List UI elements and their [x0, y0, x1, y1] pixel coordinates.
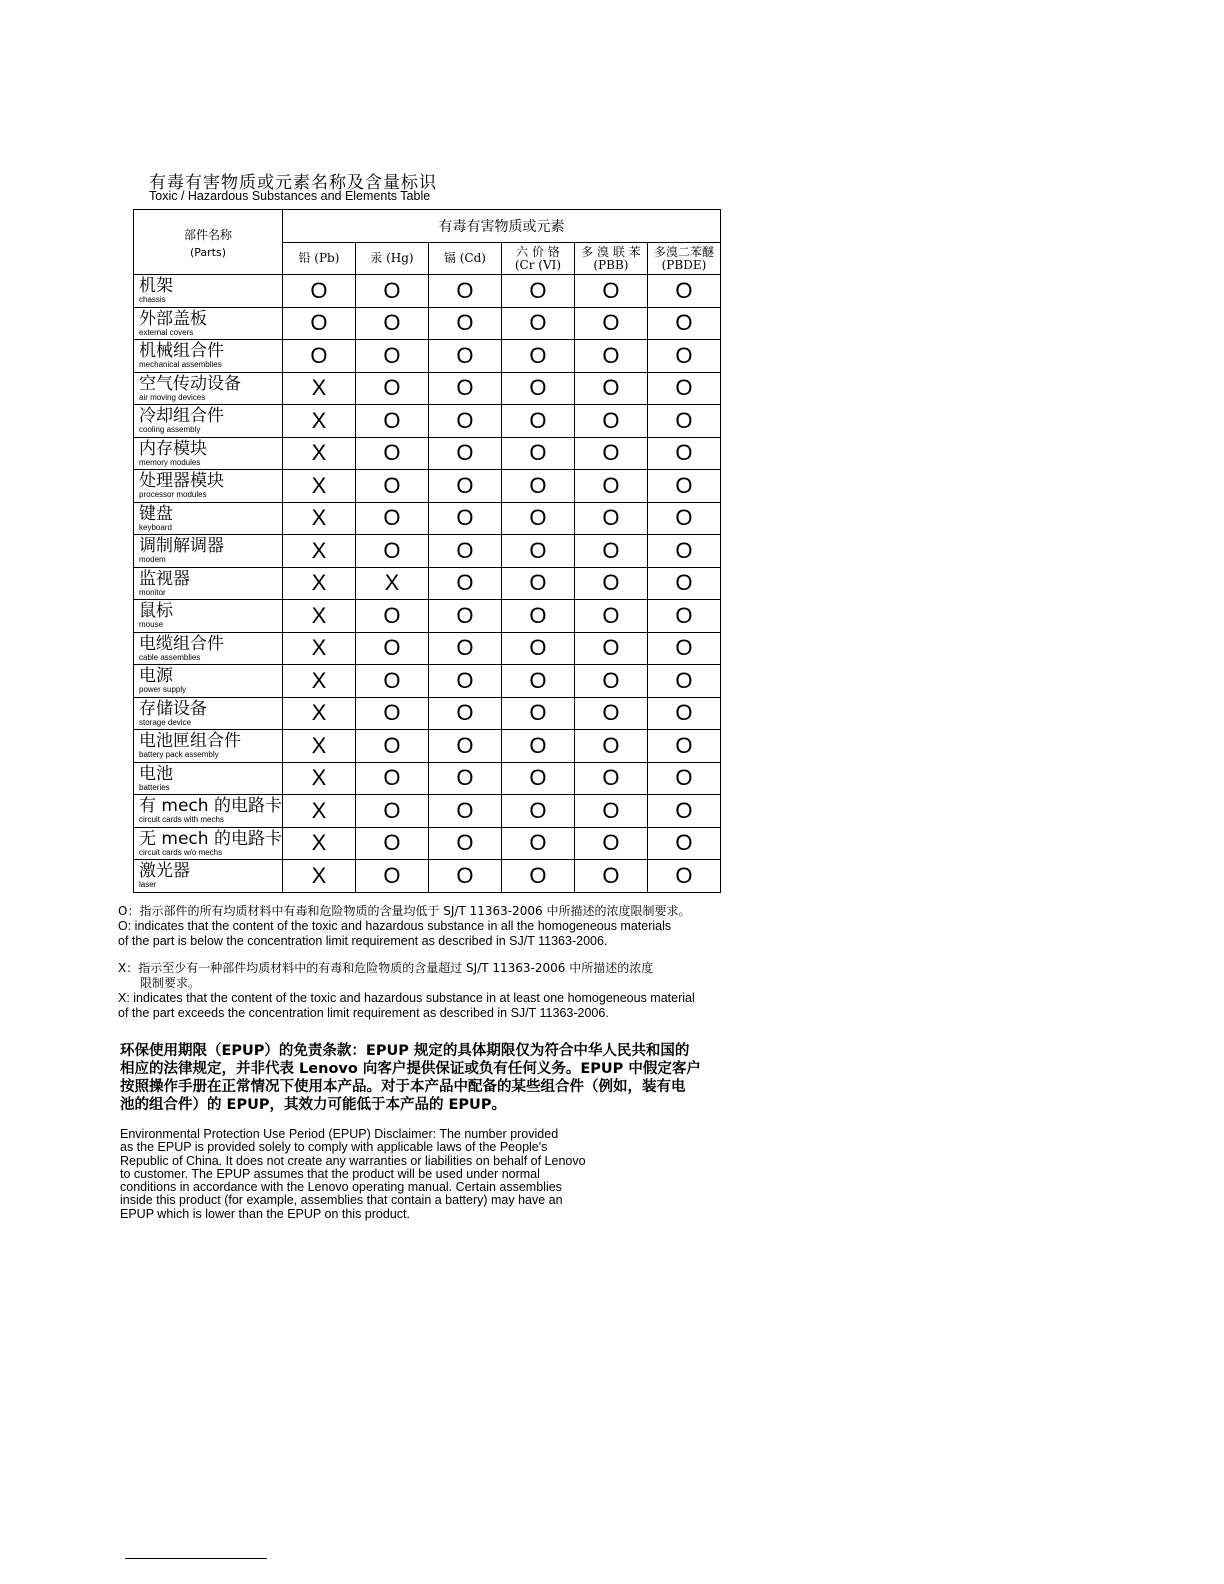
table-row [134, 535, 721, 568]
part-name-chinese: 调制解调器 [139, 536, 224, 556]
substance-column-header-line-2: (PBB) [593, 257, 629, 272]
substance-column-header-line-1: 多溴二苯醚 [653, 244, 714, 259]
substance-mark-cell: O [428, 535, 501, 568]
substance-mark-cell: O [647, 307, 720, 340]
substance-mark-cell: O [428, 372, 501, 405]
substance-mark-cell: O [428, 340, 501, 373]
substance-mark-cell: O [428, 632, 501, 665]
substance-mark-cell: X [282, 405, 355, 438]
substance-mark-cell: O [647, 697, 720, 730]
part-name-chinese: 电池 [139, 763, 173, 784]
substance-mark-cell: O [355, 275, 428, 308]
epup-en-line-4: to customer. The EPUP assumes that the product will be used under normal [120, 1166, 540, 1181]
part-name-chinese: 处理器模块 [139, 471, 224, 491]
part-name-english: monitor [139, 587, 166, 597]
part-name-chinese: 电池匣组合件 [139, 731, 241, 751]
substance-mark-cell: O [355, 535, 428, 568]
substance-mark-cell: O [574, 860, 647, 893]
substance-mark-cell: O [574, 405, 647, 438]
table-row [134, 372, 721, 405]
substance-mark-cell: O [574, 665, 647, 698]
substance-mark-cell: O [501, 535, 574, 568]
part-name-chinese: 存储设备 [139, 698, 207, 719]
substance-mark-cell: O [355, 632, 428, 665]
substance-mark-cell: X [282, 470, 355, 503]
part-name-chinese: 有 mech 的电路卡 [139, 796, 282, 816]
substance-mark-cell: O [428, 860, 501, 893]
substance-mark-cell: O [647, 730, 720, 763]
substance-mark-cell: O [647, 535, 720, 568]
substance-mark-cell: O [355, 437, 428, 470]
substance-mark-cell: X [282, 535, 355, 568]
part-name-english: mechanical assemblies [139, 360, 222, 369]
note-o-chinese: O：指示部件的所有均质材料中有毒和危险物质的含量均低于 SJ/T 11363-2006 中所描述的浓度限制要求。 [118, 904, 691, 918]
table-row [134, 567, 721, 600]
substance-column-header-line-2: (PBDE) [661, 257, 707, 272]
part-name-english: mouse [139, 620, 164, 629]
substance-mark-cell: O [428, 275, 501, 308]
parts-header-en: (Parts) [189, 245, 226, 259]
substance-mark-cell: O [647, 340, 720, 373]
epup-disclaimer-english [120, 1128, 640, 1221]
substance-mark-cell: O [574, 567, 647, 600]
part-name-cell [134, 437, 283, 470]
substance-mark-cell: O [428, 502, 501, 535]
substance-mark-cell: O [574, 502, 647, 535]
substance-mark-cell: O [428, 795, 501, 828]
table-row [134, 275, 721, 308]
substance-mark-cell: O [647, 567, 720, 600]
substance-mark-cell: O [647, 600, 720, 633]
substance-column-header-line-1: 铅 (Pb) [298, 251, 340, 265]
substance-mark-cell: O [501, 632, 574, 665]
note-x-english-line-1: X: indicates that the content of the toxic and hazardous substance in at least one homogeneous material [118, 991, 695, 1005]
substance-mark-cell: O [574, 470, 647, 503]
table-row [134, 437, 721, 470]
substance-mark-cell: O [428, 827, 501, 860]
substance-mark-cell: O [355, 470, 428, 503]
part-name-chinese: 空气传动设备 [139, 373, 241, 394]
note-x-english-line-2: of the part exceeds the concentration limit requirement as described in SJ/T 11363-2006. [118, 1006, 609, 1020]
parts-header-zh: 部件名称 [183, 227, 232, 242]
table-row [134, 827, 721, 860]
substance-mark-cell: O [574, 437, 647, 470]
substance-mark-cell: O [355, 502, 428, 535]
part-name-cell [134, 697, 283, 730]
substance-mark-cell: O [647, 762, 720, 795]
part-name-cell [134, 567, 283, 600]
table-row [134, 632, 721, 665]
footnote-separator-line [125, 1558, 267, 1559]
part-name-chinese: 冷却组合件 [139, 406, 224, 426]
substance-mark-cell: O [501, 307, 574, 340]
substance-mark-cell: X [282, 860, 355, 893]
substance-mark-cell: X [282, 795, 355, 828]
note-o-english-line-1: O: indicates that the content of the toxic and hazardous substance in all the homogeneous materials [118, 919, 672, 933]
substance-column-header [501, 243, 574, 275]
part-name-english: circuit cards w/o mechs [139, 847, 223, 857]
table-row [134, 795, 721, 828]
part-name-english: air moving devices [139, 392, 206, 402]
substance-mark-cell: X [355, 567, 428, 600]
substance-mark-cell: O [574, 730, 647, 763]
substance-mark-cell: X [282, 697, 355, 730]
substance-mark-cell: O [355, 795, 428, 828]
part-name-chinese: 机械组合件 [139, 341, 224, 361]
substance-mark-cell: O [355, 827, 428, 860]
substance-mark-cell: O [501, 600, 574, 633]
part-name-chinese: 电缆组合件 [139, 633, 224, 654]
epup-en-line-6: inside this product (for example, assemblies that contain a battery) may have an [120, 1193, 563, 1208]
substance-mark-cell: O [574, 535, 647, 568]
epup-disclaimer-chinese [120, 1042, 740, 1114]
epup-en-line-3: Republic of China. It does not create any warranties or liabilities on behalf of Lenovo [120, 1153, 586, 1168]
table-row [134, 762, 721, 795]
note-o [118, 904, 778, 949]
table-row [134, 665, 721, 698]
part-name-cell [134, 632, 283, 665]
substance-mark-cell: O [355, 405, 428, 438]
substance-mark-cell: O [574, 697, 647, 730]
substance-mark-cell: O [501, 405, 574, 438]
substance-mark-cell: O [647, 665, 720, 698]
substance-mark-cell: O [647, 372, 720, 405]
substance-mark-cell: X [282, 632, 355, 665]
substance-mark-cell: O [574, 795, 647, 828]
part-name-chinese: 电源 [139, 666, 173, 686]
substance-mark-cell: O [501, 567, 574, 600]
table-row [134, 730, 721, 763]
epup-zh-line-3: 按照操作手册在正常情况下使用本产品。对于本产品中配备的某些组合件（例如，装有电 [120, 1079, 686, 1095]
epup-zh-line-4: 池的组合件）的 EPUP，其效力可能低于本产品的 EPUP。 [120, 1097, 506, 1113]
part-name-chinese: 监视器 [139, 568, 190, 589]
part-name-english: battery pack assembly [139, 750, 219, 759]
substance-column-header-line-1: 镉 (Cd) [443, 251, 486, 265]
part-name-cell [134, 795, 283, 828]
epup-en-line-1: Environmental Protection Use Period (EPUP) Disclaimer: The number provided [120, 1127, 559, 1141]
substance-mark-cell: O [501, 730, 574, 763]
substance-mark-cell: O [282, 307, 355, 340]
part-name-chinese: 机架 [139, 276, 173, 296]
table-row [134, 470, 721, 503]
part-name-english: laser [139, 880, 157, 889]
table-title-chinese: 有毒有害物质或元素名称及含量标识 [149, 173, 437, 193]
substance-mark-cell: O [647, 502, 720, 535]
substance-mark-cell: O [501, 860, 574, 893]
part-name-cell [134, 535, 283, 568]
part-name-english: chassis [139, 295, 166, 304]
part-name-chinese: 外部盖板 [139, 308, 207, 329]
parts-header [134, 210, 283, 275]
substance-mark-cell: O [647, 275, 720, 308]
part-name-cell [134, 730, 283, 763]
part-name-chinese: 键盘 [139, 503, 173, 524]
epup-en-line-5: conditions in accordance with the Lenovo operating manual. Certain assemblies [120, 1180, 562, 1195]
substance-mark-cell: O [501, 275, 574, 308]
substance-mark-cell: O [355, 372, 428, 405]
epup-en-line-2: as the EPUP is provided solely to comply with applicable laws of the People's [120, 1140, 548, 1155]
substance-mark-cell: O [428, 665, 501, 698]
substance-mark-cell: O [501, 502, 574, 535]
part-name-cell [134, 827, 283, 860]
substance-mark-cell: O [574, 827, 647, 860]
epup-zh-line-2: 相应的法律规定，并非代表 Lenovo 向客户提供保证或负有任何义务。EPUP 中假定客户 [120, 1061, 701, 1077]
part-name-cell [134, 860, 283, 893]
substance-column-header [428, 243, 501, 275]
table-row [134, 307, 721, 340]
part-name-english: circuit cards with mechs [139, 815, 224, 824]
note-o-english-line-2: of the part is below the concentration limit requirement as described in SJ/T 11363-2006. [118, 934, 608, 948]
table-row [134, 600, 721, 633]
substance-mark-cell: X [282, 437, 355, 470]
substance-mark-cell: O [428, 697, 501, 730]
substance-mark-cell: O [501, 762, 574, 795]
substance-mark-cell: O [647, 437, 720, 470]
hazardous-substances-table [133, 209, 721, 893]
substance-mark-cell: O [355, 600, 428, 633]
substance-mark-cell: O [428, 307, 501, 340]
note-x-chinese-line-2: 限制要求。 [140, 976, 201, 990]
part-name-cell [134, 470, 283, 503]
substances-group-header: 有毒有害物质或元素 [282, 210, 720, 243]
substance-column-header-line-2: (Cr (VI) [514, 257, 562, 272]
part-name-english: power supply [139, 685, 187, 694]
epup-zh-line-1: 环保使用期限（EPUP）的免责条款：EPUP 规定的具体期限仅为符合中华人民共和国的 [120, 1043, 690, 1059]
part-name-english: external covers [139, 327, 194, 337]
substance-mark-cell: O [428, 470, 501, 503]
substance-mark-cell: O [501, 437, 574, 470]
substance-mark-cell: O [574, 340, 647, 373]
substance-column-header-line-1: 汞 (Hg) [370, 251, 414, 265]
substance-mark-cell: O [501, 372, 574, 405]
part-name-english: memory modules [139, 457, 201, 467]
substance-mark-cell: O [355, 665, 428, 698]
substance-mark-cell: X [282, 502, 355, 535]
substance-mark-cell: X [282, 372, 355, 405]
substance-mark-cell: O [574, 762, 647, 795]
substance-mark-cell: O [355, 697, 428, 730]
part-name-chinese: 激光器 [139, 861, 190, 881]
substance-mark-cell: O [647, 827, 720, 860]
substance-column-header-line-1: 多 溴 联 苯 [581, 244, 641, 259]
part-name-english: cooling assembly [139, 425, 201, 434]
substance-mark-cell: O [647, 632, 720, 665]
part-name-cell [134, 307, 283, 340]
substance-mark-cell: O [355, 307, 428, 340]
substance-mark-cell: O [574, 600, 647, 633]
substance-mark-cell: X [282, 665, 355, 698]
substance-mark-cell: O [501, 697, 574, 730]
substance-mark-cell: O [647, 860, 720, 893]
part-name-chinese: 鼠标 [139, 601, 173, 621]
substance-mark-cell: O [574, 632, 647, 665]
substance-mark-cell: O [355, 860, 428, 893]
part-name-cell [134, 502, 283, 535]
table-row [134, 502, 721, 535]
substance-mark-cell: O [501, 665, 574, 698]
part-name-cell [134, 665, 283, 698]
substance-mark-cell: O [355, 762, 428, 795]
substance-mark-cell: X [282, 567, 355, 600]
part-name-chinese: 内存模块 [139, 438, 207, 459]
substance-mark-cell: O [647, 470, 720, 503]
substance-mark-cell: O [282, 275, 355, 308]
part-name-cell [134, 275, 283, 308]
part-name-english: processor modules [139, 490, 207, 499]
substance-mark-cell: O [501, 340, 574, 373]
substance-mark-cell: O [428, 437, 501, 470]
substance-mark-cell: O [355, 730, 428, 763]
note-x [118, 961, 758, 1021]
part-name-cell [134, 405, 283, 438]
substance-column-header-line-1: 六 价 铬 [516, 244, 560, 259]
table-row [134, 697, 721, 730]
substance-mark-cell: X [282, 827, 355, 860]
substance-mark-cell: O [428, 762, 501, 795]
substance-mark-cell: O [355, 340, 428, 373]
table-row [134, 405, 721, 438]
substance-mark-cell: X [282, 730, 355, 763]
substance-mark-cell: O [501, 827, 574, 860]
substance-mark-cell: O [574, 372, 647, 405]
substance-column-header [574, 243, 647, 275]
substance-mark-cell: O [428, 567, 501, 600]
part-name-cell [134, 762, 283, 795]
substance-column-header [282, 243, 355, 275]
substance-mark-cell: O [647, 795, 720, 828]
substance-mark-cell: O [501, 470, 574, 503]
substance-mark-cell: X [282, 600, 355, 633]
substance-mark-cell: O [428, 730, 501, 763]
substance-column-header [355, 243, 428, 275]
part-name-english: storage device [139, 717, 192, 727]
part-name-english: cable assemblies [139, 652, 201, 662]
table-row [134, 340, 721, 373]
part-name-cell [134, 372, 283, 405]
note-x-chinese-line-1: X：指示至少有一种部件均质材料中的有毒和危险物质的含量超过 SJ/T 11363-2006 中所描述的浓度 [118, 961, 654, 975]
epup-en-line-7: EPUP which is lower than the EPUP on this product. [120, 1206, 410, 1221]
substance-mark-cell: O [501, 795, 574, 828]
table-title-english: Toxic / Hazardous Substances and Elements Table [149, 189, 431, 203]
part-name-cell [134, 600, 283, 633]
part-name-chinese: 无 mech 的电路卡 [139, 828, 282, 849]
table-row [134, 860, 721, 893]
substance-mark-cell: O [428, 405, 501, 438]
part-name-cell [134, 340, 283, 373]
part-name-english: keyboard [139, 522, 172, 532]
substance-mark-cell: O [647, 405, 720, 438]
substance-column-header [647, 243, 720, 275]
substance-mark-cell: O [574, 307, 647, 340]
substance-mark-cell: O [282, 340, 355, 373]
part-name-english: modem [139, 555, 166, 564]
substance-mark-cell: O [428, 600, 501, 633]
part-name-english: batteries [139, 782, 170, 792]
substance-mark-cell: X [282, 762, 355, 795]
substance-mark-cell: O [574, 275, 647, 308]
